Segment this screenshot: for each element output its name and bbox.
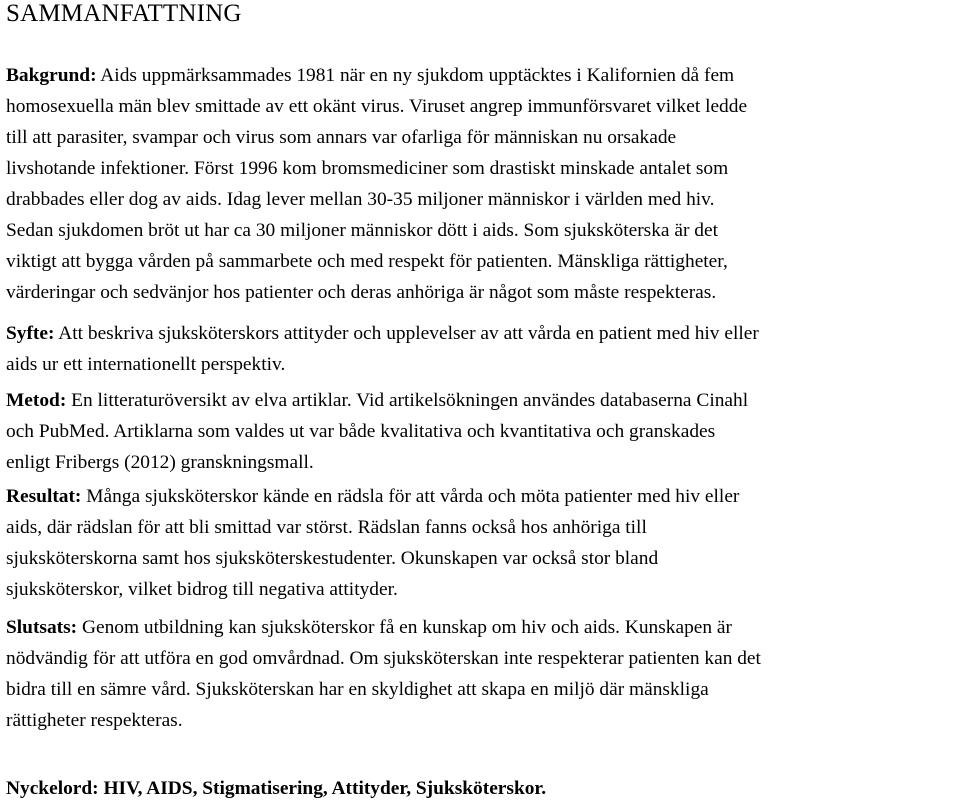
bakgrund-label: Bakgrund: xyxy=(6,65,97,86)
section-bakgrund xyxy=(6,60,956,308)
bakgrund-line-5: drabbades eller dog av aids. Idag lever mellan 30-35 miljoner människor i världen med hiv. xyxy=(6,189,715,210)
section-slutsats xyxy=(6,612,956,736)
resultat-text-1: Många sjuksköterskor kände en rädsla för att vårda och möta patienter med hiv eller xyxy=(81,486,740,507)
section-resultat xyxy=(6,481,956,605)
bakgrund-text-1: Aids uppmärksammades 1981 när en ny sjukdom upptäcktes i Kalifornien då fem xyxy=(96,65,735,86)
syfte-line-2: aids ur ett internationellt perspektiv. xyxy=(6,354,286,375)
section-nyckelord xyxy=(6,773,956,804)
slutsats-text-1: Genom utbildning kan sjuksköterskor få en kunskap om hiv och aids. Kunskapen är xyxy=(77,617,732,638)
bakgrund-line-8: värderingar och sedvänjor hos patienter och deras anhöriga är något som måste respekteras. xyxy=(6,282,717,303)
slutsats-line-4: rättigheter respekteras. xyxy=(6,710,183,731)
resultat-label: Resultat: xyxy=(6,486,82,507)
slutsats-line-2: nödvändig för att utföra en god omvårdnad. Om sjuksköterskan inte respekterar patienten kan det xyxy=(6,648,761,669)
summary-page xyxy=(6,0,956,799)
metod-line-3: enligt Fribergs (2012) granskningsmall. xyxy=(6,452,314,473)
metod-line-2: och PubMed. Artiklarna som valdes ut var både kvalitativa och kvantitativa och granskades xyxy=(6,421,716,442)
metod-line-1 xyxy=(6,385,956,416)
slutsats-line-1 xyxy=(6,612,956,643)
bakgrund-line-1 xyxy=(6,60,956,91)
section-syfte xyxy=(6,318,956,380)
resultat-line-2: aids, där rädslan för att bli smittad var störst. Rädslan fanns också hos anhöriga till xyxy=(6,517,647,538)
slutsats-label: Slutsats: xyxy=(6,617,78,638)
syfte-label: Syfte: xyxy=(6,323,55,344)
page-title: SAMMANFATTNING xyxy=(6,0,242,27)
bakgrund-line-4: livshotande infektioner. Först 1996 kom bromsmediciner som drastiskt minskade antalet som xyxy=(6,158,729,179)
slutsats-line-3: bidra till en sämre vård. Sjuksköterskan har en skyldighet att skapa en miljö där mänskliga xyxy=(6,679,709,700)
metod-text-1: En litteraturöversikt av elva artiklar. Vid artikelsökningen användes databaserna Cinahl xyxy=(66,390,749,411)
metod-label: Metod: xyxy=(6,390,67,411)
bakgrund-line-3: till att parasiter, svampar och virus som annars var ofarliga för människan nu orsakade xyxy=(6,127,677,148)
bakgrund-line-2: homosexuella män blev smittade av ett okänt virus. Viruset angrep immunförsvaret vilket ledde xyxy=(6,96,748,117)
syfte-line-1 xyxy=(6,318,956,349)
bakgrund-line-7: viktigt att bygga vården på sammarbete och med respekt för patienten. Mänskliga rättigheter, xyxy=(6,251,728,272)
resultat-line-3: sjuksköterskorna samt hos sjuksköterskestudenter. Okunskapen var också stor bland xyxy=(6,548,659,569)
resultat-line-1 xyxy=(6,481,956,512)
bakgrund-line-6: Sedan sjukdomen bröt ut har ca 30 miljoner människor dött i aids. Som sjuksköterska är det xyxy=(6,220,718,241)
syfte-text-1: Att beskriva sjuksköterskors attityder och upplevelser av att vårda en patient med hiv eller xyxy=(54,323,759,344)
resultat-line-4: sjuksköterskor, vilket bidrog till negativa attityder. xyxy=(6,579,398,600)
section-metod xyxy=(6,385,956,478)
nyckelord-line: Nyckelord: HIV, AIDS, Stigmatisering, Attityder, Sjuksköterskor. xyxy=(6,778,547,799)
